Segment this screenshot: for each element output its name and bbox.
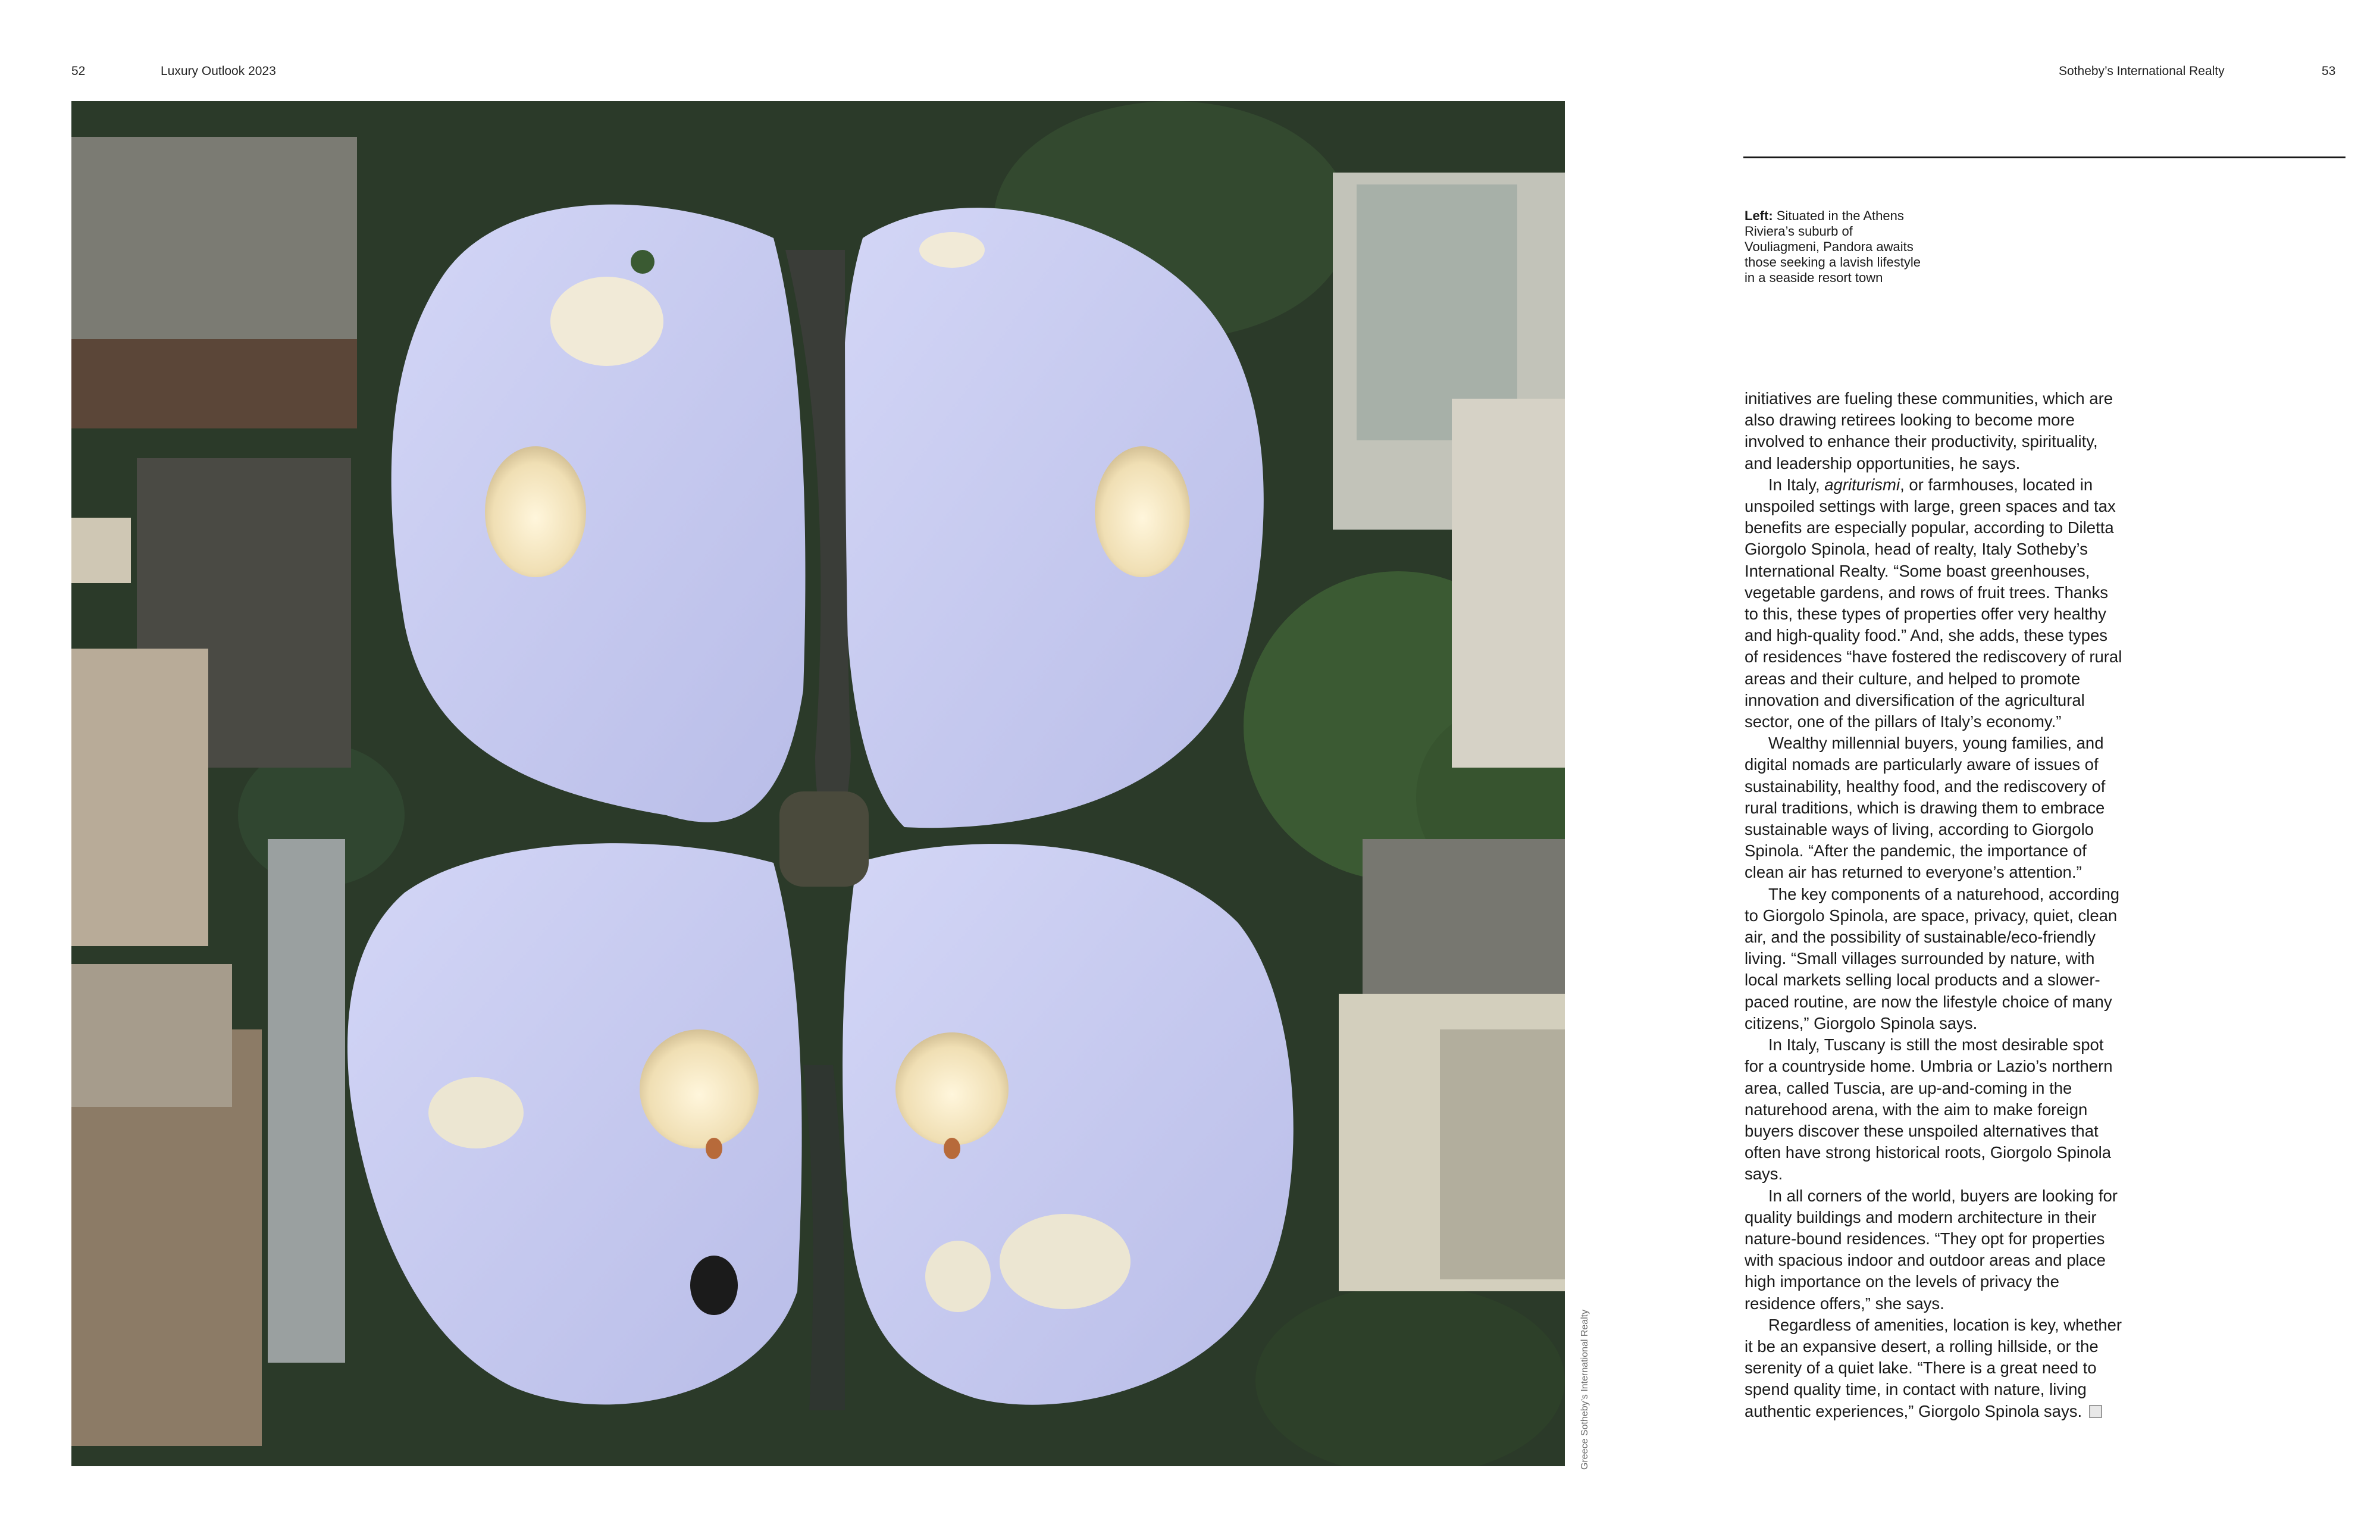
article-paragraph: In all corners of the world, buyers are looking for quality buildings and modern architecture in their nature-bound residences. “They opt for properties with spacious indoor and outdoor areas and place high importance on the levels of privacy the residence offers,” she says. xyxy=(1745,1186,2118,1313)
end-of-article-icon xyxy=(2089,1405,2102,1418)
left-page-number: 52 xyxy=(71,64,86,78)
photo-caption xyxy=(1745,208,1923,286)
article-paragraph xyxy=(1745,474,2125,733)
aerial-photo-illustration xyxy=(71,101,1565,1466)
section-rule xyxy=(1743,156,2345,158)
article-paragraph: Wealthy millennial buyers, young families, and digital nomads are particularly aware of issues of sustainability, healthy food, and the rediscovery of rural traditions, which is drawing them to embrace sustainable ways of living, according to Giorgolo Spinola. “After the pandemic, the importance of clean air has returned to everyone’s attention.” xyxy=(1745,734,2106,882)
italic-term: agriturismi xyxy=(1824,475,1900,494)
final-paragraph-text: Regardless of amenities, location is key, whether it be an expansive desert, a rolling hillside, or the serenity of a quiet lake. “There is a great need to spend quality time, in contact with nature, living authentic experiences,” Giorgolo Spinola says. xyxy=(1745,1315,2122,1420)
article-body xyxy=(1745,388,2125,1422)
right-page-number: 53 xyxy=(2322,64,2336,78)
publication-title: Luxury Outlook 2023 xyxy=(161,64,276,78)
caption-text: Situated in the Athens Riviera’s suburb of Vouliagmeni, Pandora awaits those seeking a lavish lifestyle in a seaside resort town xyxy=(1745,208,1921,285)
photo-credit: Greece Sotheby’s International Realty xyxy=(1580,1309,1590,1470)
paragraph-lead: In Italy, xyxy=(1768,475,1825,494)
article-paragraph xyxy=(1745,1314,2125,1422)
brand-name: Sotheby’s International Realty xyxy=(2059,64,2225,78)
article-paragraph: In Italy, Tuscany is still the most desirable spot for a countryside home. Umbria or Lazio’s northern area, called Tuscia, are up-and-coming in the naturehood arena, with the aim to make foreign buyers discover these unspoiled alternatives that often have strong historical roots, Giorgolo Spinola says. xyxy=(1745,1035,2113,1184)
article-paragraph: initiatives are fueling these communities, which are also drawing retirees looking to become more involved to enhance their productivity, spirituality, and leadership opportunities, he says. xyxy=(1745,389,2113,472)
paragraph-rest: , or farmhouses, located in unspoiled settings with large, green spaces and tax benefits are especially popular, according to Diletta Giorgolo Spinola, head of realty, Italy Sotheby’s International Realty. “Some boast greenhouses, vegetable gardens, and rows of fruit trees. Thanks to this, these types of properties offer very healthy and high-quality food.” And, she adds, these types of residences “have fostered the rediscovery of rural areas and their culture, and helped to promote innovation and diversification of the agricultural sector, one of the pillars of Italy’s economy.” xyxy=(1745,475,2122,731)
aerial-villa-photo xyxy=(71,101,1565,1466)
article-paragraph: The key components of a naturehood, according to Giorgolo Spinola, are space, privacy, quiet, clean air, and the possibility of sustainable/eco-friendly living. “Small villages surrounded by nature, with local markets selling local products and a slower-paced routine, are now the lifestyle choice of many citizens,” Giorgolo Spinola says. xyxy=(1745,884,2120,1032)
caption-label: Left: xyxy=(1745,208,1773,223)
